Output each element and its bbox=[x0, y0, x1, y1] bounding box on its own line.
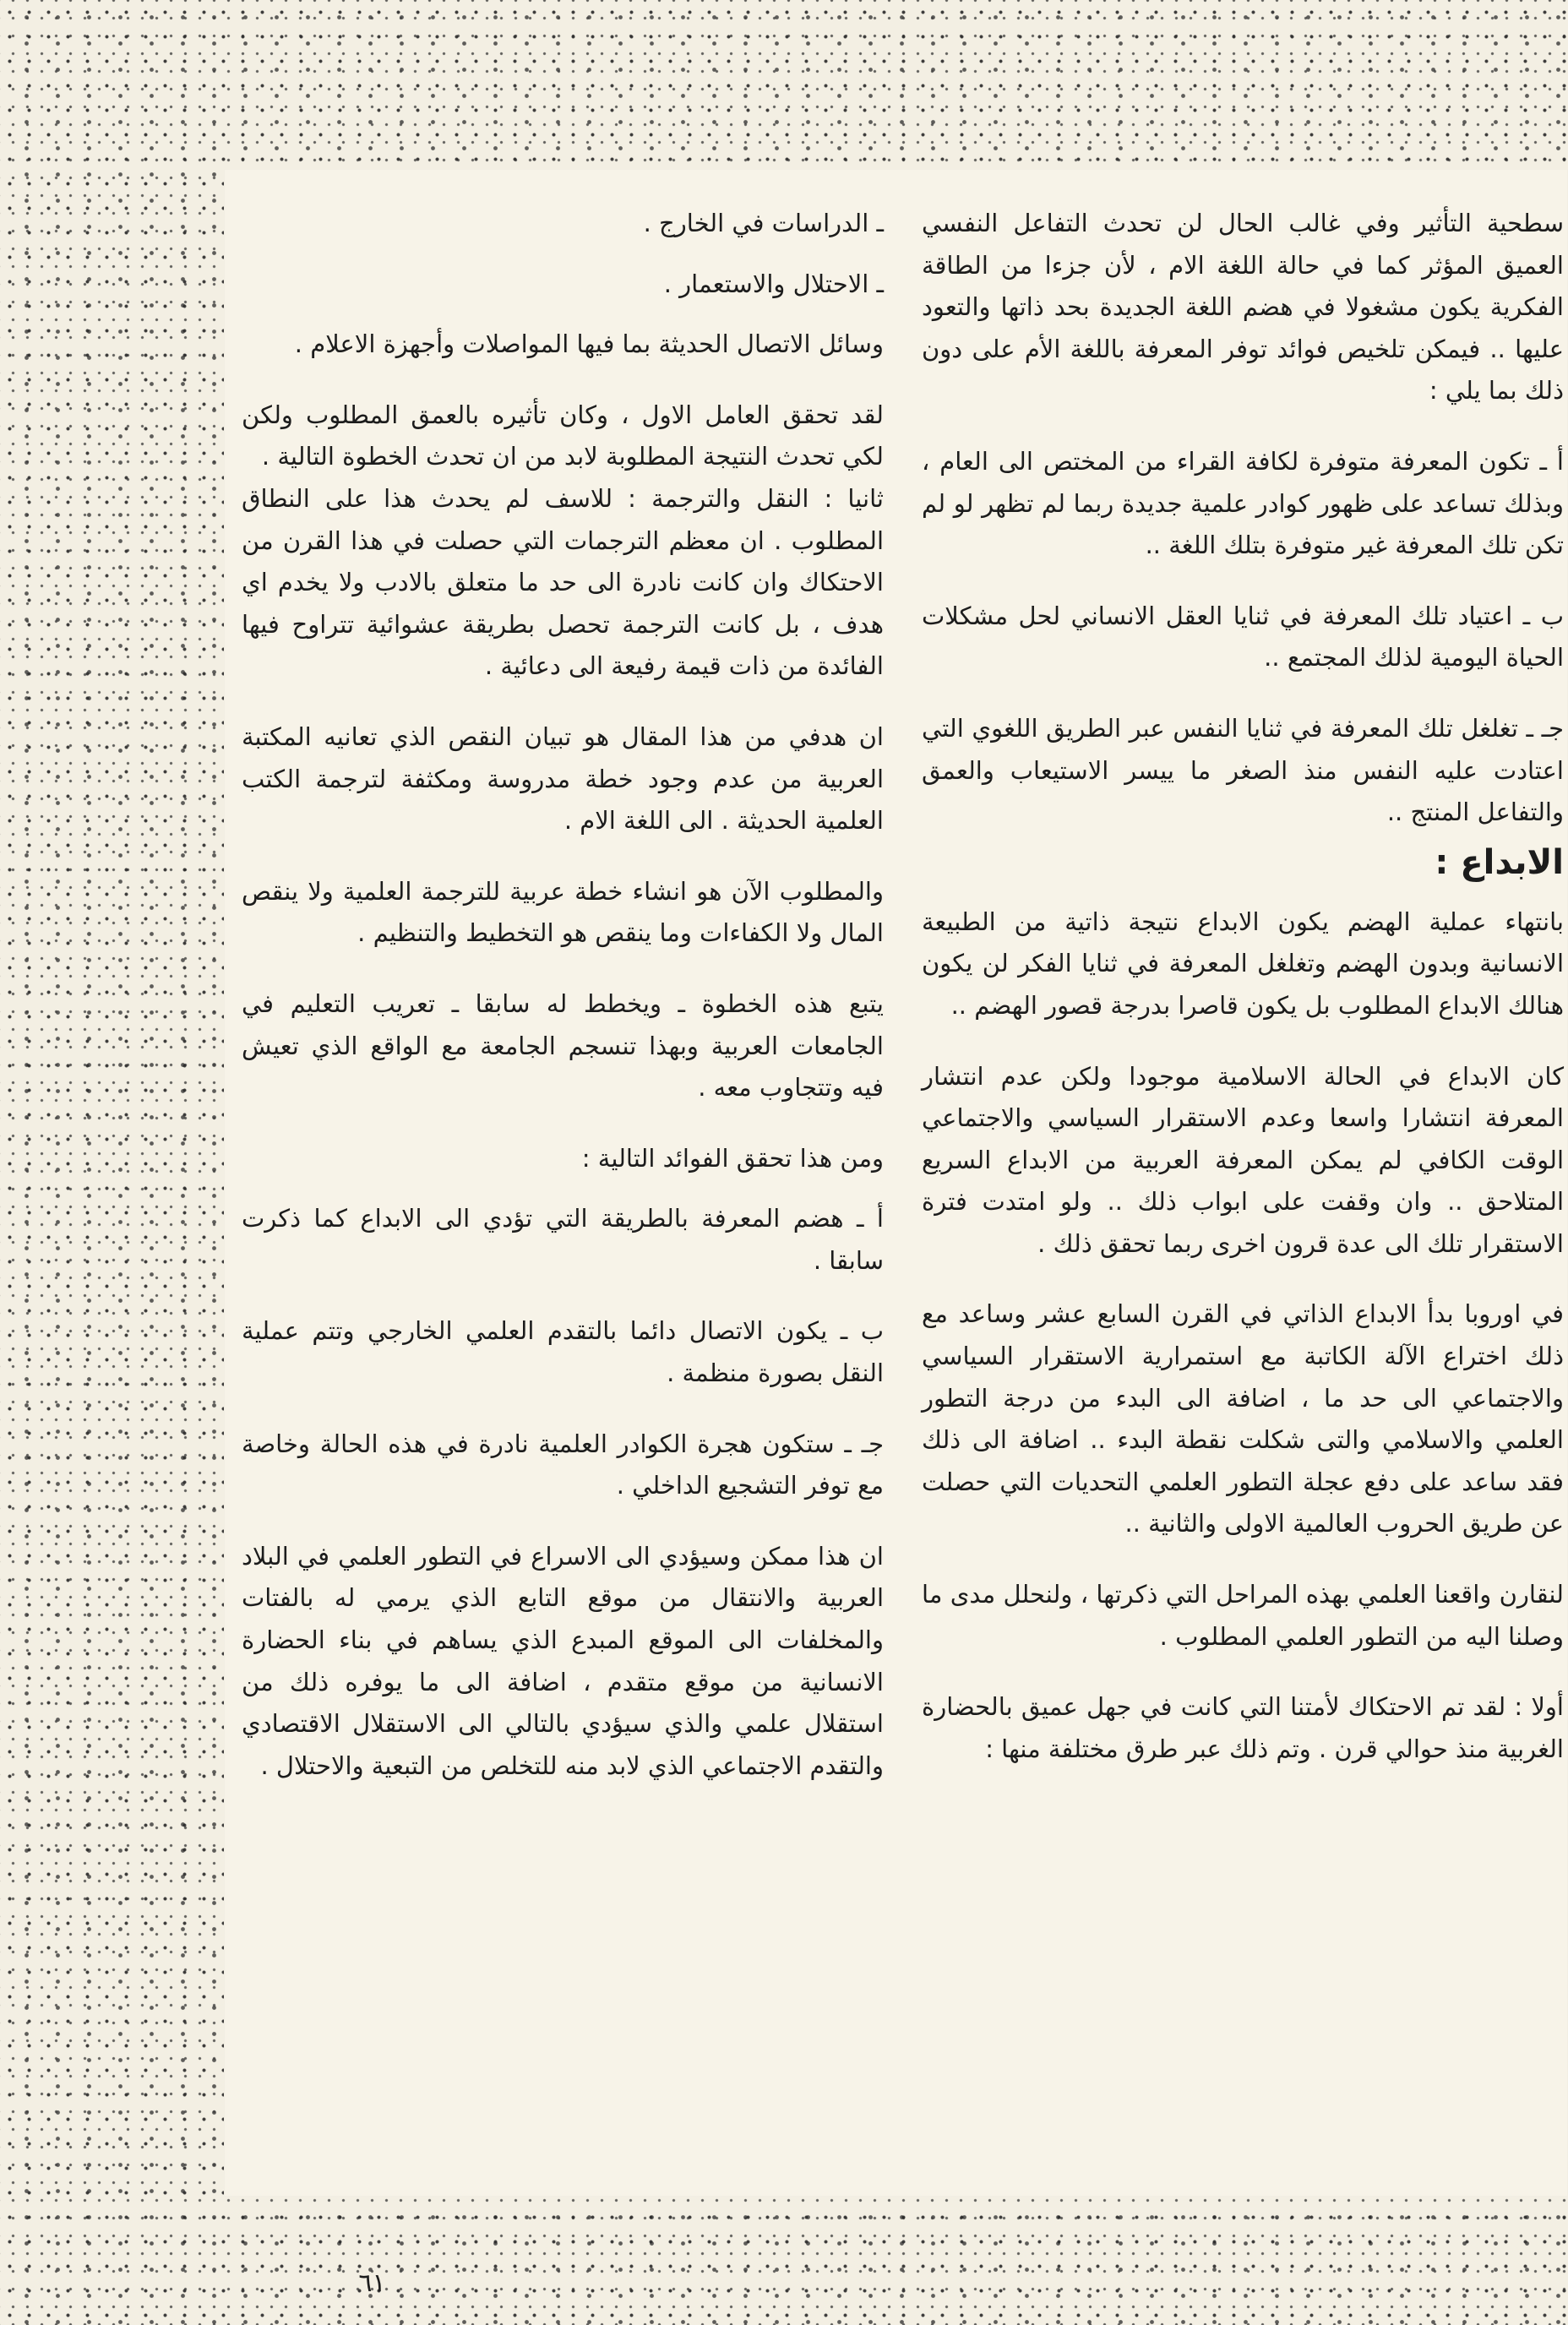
paragraph: أ ـ هضم المعرفة بالطريقة التي تؤدي الى الابداع كما ذكرت سابقا . bbox=[242, 1204, 884, 1275]
paragraph: سطحية التأثير وفي غالب الحال لن تحدث التفاعل النفسي العميق المؤثر كما في حالة اللغة الام ، لأن جزءا من الطاقة الفكرية يكون مشغولا في هضم اللغة الجديدة بحد ذاتها والتعود عليها .. فيمكن تلخيص فوائد توفر المعرفة باللغة الأم على دون ذلك بما يلي : bbox=[922, 209, 1564, 406]
paragraph: جـ ـ تغلغل تلك المعرفة في ثنايا النفس عبر الطريق اللغوي التي اعتادت عليه النفس منذ الصغر ما ييسر الاستيعاب والعمق والتفاعل المنتج .. bbox=[922, 713, 1564, 827]
paragraph: ـ الدراسات في الخارج . bbox=[643, 209, 884, 237]
paragraph: ثانيا : النقل والترجمة : للاسف لم يحدث هذا على النطاق المطلوب . ان معظم الترجمات التي حصلت في هذا القرن من الاحتكاك وان كانت نادرة الى حد ما متعلق بالادب ولا يخدم اي هدف ، بل كانت الترجمة تحصل بطريقة عشوائية تتراوح فيها الفائدة من ذات قيمة رفيعة الى دعائية . bbox=[242, 483, 884, 681]
paragraph: جـ ـ ستكون هجرة الكوادر العلمية نادرة في هذه الحالة وخاصة مع توفر التشجيع الداخلي . bbox=[242, 1429, 884, 1500]
paragraph: ومن هذا تحقق الفوائد التالية : bbox=[581, 1143, 884, 1173]
paragraph: بانتهاء عملية الهضم يكون الابداع نتيجة ذاتية من الطبيعة الانسانية وبدون الهضم وتغلغل المعرفة في ثنايا الفكر لن يكون هنالك الابداع المطلوب بل يكون قاصرا بدرجة قصور الهضم .. bbox=[922, 907, 1564, 1020]
paragraph: في اوروبا بدأ الابداع الذاتي في القرن السابع عشر وساعد مع ذلك اختراع الآلة الكاتبة مع استمرارية الاستقرار السياسي والاجتماعي الى حد ما ، اضافة الى البدء من درجة التطور العلمي والاسلامي والتى شكلت نقطة البدء .. اضافة الى ذلك فقد ساعد على دفع عجلة التطور العلمي التحديات التي حصلت عن طريق الحروب العالمية الاولى والثانية .. bbox=[922, 1299, 1564, 1538]
paragraph: أولا : لقد تم الاحتكاك لأمتنا التي كانت في جهل عميق بالحضارة الغربية منذ حوالي قرن . وتم ذلك عبر طرق مختلفة منها : bbox=[922, 1692, 1564, 1763]
paragraph: يتبع هذه الخطوة ـ ويخطط له سابقا ـ تعريب التعليم في الجامعات العربية وبهذا تنسجم الجامعة مع الواقع الذي تعيش فيه وتتجاوب معه . bbox=[242, 988, 884, 1103]
paragraph: لقد تحقق العامل الاول ، وكان تأثيره بالعمق المطلوب ولكن لكي تحدث النتيجة المطلوبة لابد من ان تحدث الخطوة التالية . bbox=[242, 400, 884, 471]
paragraph: والمطلوب الآن هو انشاء خطة عربية للترجمة العلمية ولا ينقص المال ولا الكفاءات وما ينقص هو التخطيط والتنظيم . bbox=[242, 876, 884, 948]
paragraph: وسائل الاتصال الحديثة بما فيها المواصلات وأجهزة الاعلام . bbox=[294, 329, 884, 359]
paragraph: كان الابداع في الحالة الاسلامية موجودا ولكن عدم انتشار المعرفة انتشارا واسعا وعدم الاستقرار السياسي والاجتماعي الوقت الكافي لم يمكن المعرفة العربية من الابداع السريع المتلاحق .. وان وقفت على ابواب ذلك .. ولو امتدت فترة الاستقرار تلك الى عدة قرون اخرى ربما تحقق ذلك . bbox=[922, 1061, 1564, 1258]
left-column bbox=[242, 203, 884, 1816]
page-sheet bbox=[224, 169, 1568, 2298]
paragraph: ان هذا ممكن وسيؤدي الى الاسراع في التطور العلمي في البلاد العربية والانتقال من موقع التابع الذي يرمي له بالفتات والمخلفات الى الموقع المبدع الذي يساهم في بناء الحضارة الانسانية من موقع متقدم ، اضافة الى ما يوفره ذلك من استقلال علمي والذي سيؤدي بالتالي الى الاستقلال الاقتصادي والتقدم الاجتماعي الذي لابد منه للتخلص من التبعية والاحتلال . bbox=[242, 1541, 884, 1780]
paragraph: أ ـ تكون المعرفة متوفرة لكافة القراء من المختص الى العام ، وبذلك تساعد على ظهور كوادر علمية جديدة ربما لم تظهر لو لم تكن تلك المعرفة غير متوفرة بتلك اللغة .. bbox=[922, 446, 1564, 560]
page-number bbox=[224, 2268, 1568, 2298]
paragraph: ـ الاحتلال والاستعمار . bbox=[663, 269, 884, 298]
paragraph: لنقارن واقعنا العلمي بهذه المراحل التي ذكرتها ، ولنحلل مدى ما وصلنا اليه من التطور العلمي المطلوب . bbox=[922, 1580, 1564, 1651]
section-heading: الابداع : bbox=[1435, 842, 1564, 882]
paragraph: ان هدفي من هذا المقال هو تبيان النقص الذي تعانيه المكتبة العربية من عدم وجود خطة مدروسة ومكثفة لترجمة الكتب العلمية الحديثة . الى اللغة الام . bbox=[242, 721, 884, 836]
paragraph: ب ـ اعتياد تلك المعرفة في ثنايا العقل الانساني لحل مشكلات الحياة اليومية لذلك المجتمع .. bbox=[922, 601, 1564, 672]
paragraph: ب ـ يكون الاتصال دائما بالتقدم العلمي الخارجي وتتم عملية النقل بصورة منظمة . bbox=[242, 1316, 884, 1388]
page-number-text: ٦١ bbox=[358, 2268, 386, 2298]
right-column bbox=[922, 203, 1564, 1799]
